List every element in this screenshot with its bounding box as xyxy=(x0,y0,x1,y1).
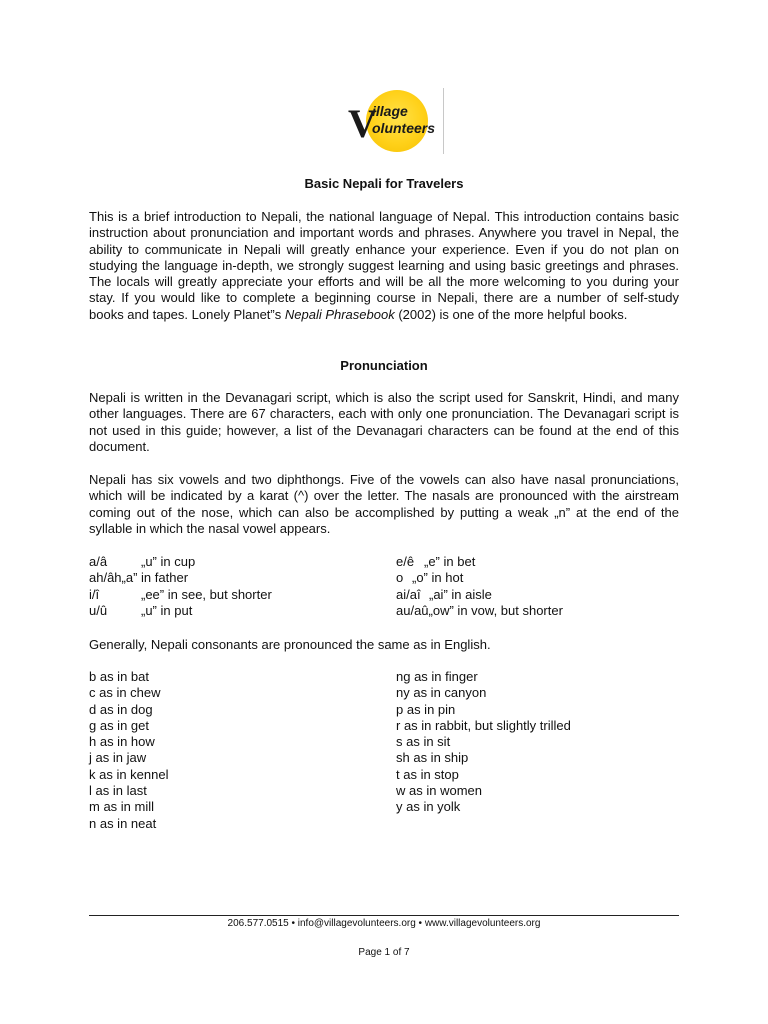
consonant-item: m as in mill xyxy=(89,799,155,815)
consonants-intro: Generally, Nepali consonants are pronounced the same as in English. xyxy=(89,637,491,652)
consonant-item: y as in yolk xyxy=(396,799,461,815)
vowel-letters: e/ê xyxy=(396,554,415,569)
vowel-sound: „o” in hot xyxy=(412,570,464,586)
consonant-item: d as in dog xyxy=(89,701,153,717)
consonant-item: h as in how xyxy=(89,734,155,750)
consonant-item: s as in sit xyxy=(396,734,451,750)
vowel-list-right xyxy=(396,554,686,619)
village-volunteers-logo xyxy=(348,90,458,154)
vowel-item xyxy=(89,554,389,570)
vowel-item xyxy=(89,587,389,603)
devanagari-paragraph: Nepali is written in the Devanagari script, which is also the script used for Sanskrit, Hindi, and many other languages. There are 67 characters, each with only one pronunciation. The Devanagari script is not used in this guide; however, a list of the Devanagari characters can be found at the end of this document. xyxy=(89,390,679,454)
pronunciation-heading: Pronunciation xyxy=(340,358,428,373)
vowel-item xyxy=(396,587,686,603)
vowels-paragraph: Nepali has six vowels and two diphthongs. Five of the vowels can also have nasal pronunciations, which will be indicated by a karat (^) over the letter. The nasals are pronounced with the airstream coming out of the nose, which can also be accomplished by putting a weak „n” at the end of the syllable in which the nasal vowel appears. xyxy=(89,472,679,536)
consonant-item: n as in neat xyxy=(89,815,157,831)
document-title: Basic Nepali for Travelers xyxy=(304,176,464,191)
vowel-letters: au/aû xyxy=(396,602,429,618)
vowel-letters: i/î xyxy=(89,586,100,602)
vowel-sound: „u” in cup xyxy=(141,554,196,569)
consonant-item: b as in bat xyxy=(89,669,149,684)
consonant-item: p as in pin xyxy=(396,701,456,717)
vowel-letters: a/â xyxy=(89,554,108,569)
vowel-item xyxy=(396,554,686,570)
consonant-item: t as in stop xyxy=(396,766,459,782)
vowel-item xyxy=(89,570,389,586)
vowel-sound: „a” in father xyxy=(121,570,189,586)
vowel-sound: „ee” in see, but shorter xyxy=(141,586,272,602)
vowel-letters: ai/aî xyxy=(396,586,421,602)
vowel-letters: ah/âh xyxy=(89,570,122,586)
vowel-sound: „u” in put xyxy=(141,602,193,618)
logo-text-line1: illage xyxy=(372,103,408,119)
vowel-list-left xyxy=(89,554,389,619)
vowel-item xyxy=(396,570,686,586)
vowel-sound: „ai” in aisle xyxy=(429,586,492,602)
logo-text-line2: olunteers xyxy=(372,120,436,136)
vowel-sound: „e” in bet xyxy=(424,554,476,569)
consonant-item: sh as in ship xyxy=(396,750,469,766)
vowel-item xyxy=(396,603,686,619)
logo-divider xyxy=(443,88,444,154)
consonant-item: l as in last xyxy=(89,783,147,799)
consonant-item: ny as in canyon xyxy=(396,685,487,701)
consonant-item: c as in chew xyxy=(89,685,161,701)
consonant-item: j as in jaw xyxy=(89,750,147,766)
consonant-item: k as in kennel xyxy=(89,766,169,782)
page-number: Page 1 of 7 xyxy=(358,947,410,958)
consonant-item: ng as in finger xyxy=(396,669,478,684)
intro-text-start: This is a brief introduction to Nepali, the national language of Nepal. This introduction contains basic instruction about pronunciation and important words and phrases. Anywhere you travel in Nepal, the ability to communicate in Nepali will greatly enhance your experience. Even if you do not plan on studying the language in-depth, we strongly suggest learning and using basic greetings and phrases. The locals will greatly appreciate your efforts and will be all the more welcoming to you during your stay. If you would like to complete a beginning course in Nepali, there are a number of self-study books and tapes. Lonely Planet”s xyxy=(89,209,679,322)
consonant-list-left xyxy=(89,669,389,832)
vowel-letters: u/û xyxy=(89,602,108,618)
book-title: Nepali Phrasebook xyxy=(284,306,395,322)
intro-text-end: (2002) is one of the more helpful books. xyxy=(394,306,628,322)
footer-contact: 206.577.0515 • info@villagevolunteers.org • www.villagevolunteers.org xyxy=(227,918,541,929)
footer-divider xyxy=(89,915,679,916)
logo-letter: V xyxy=(348,101,377,146)
vowel-sound: „ow” in vow, but shorter xyxy=(428,602,563,618)
vowel-letters: o xyxy=(396,570,404,586)
vowel-item xyxy=(89,603,389,619)
consonant-item: r as in rabbit, but slightly trilled xyxy=(396,717,571,733)
consonant-list-right xyxy=(396,669,686,816)
intro-paragraph xyxy=(89,209,679,323)
consonant-item: w as in women xyxy=(396,783,482,799)
consonant-item: g as in get xyxy=(89,717,149,733)
